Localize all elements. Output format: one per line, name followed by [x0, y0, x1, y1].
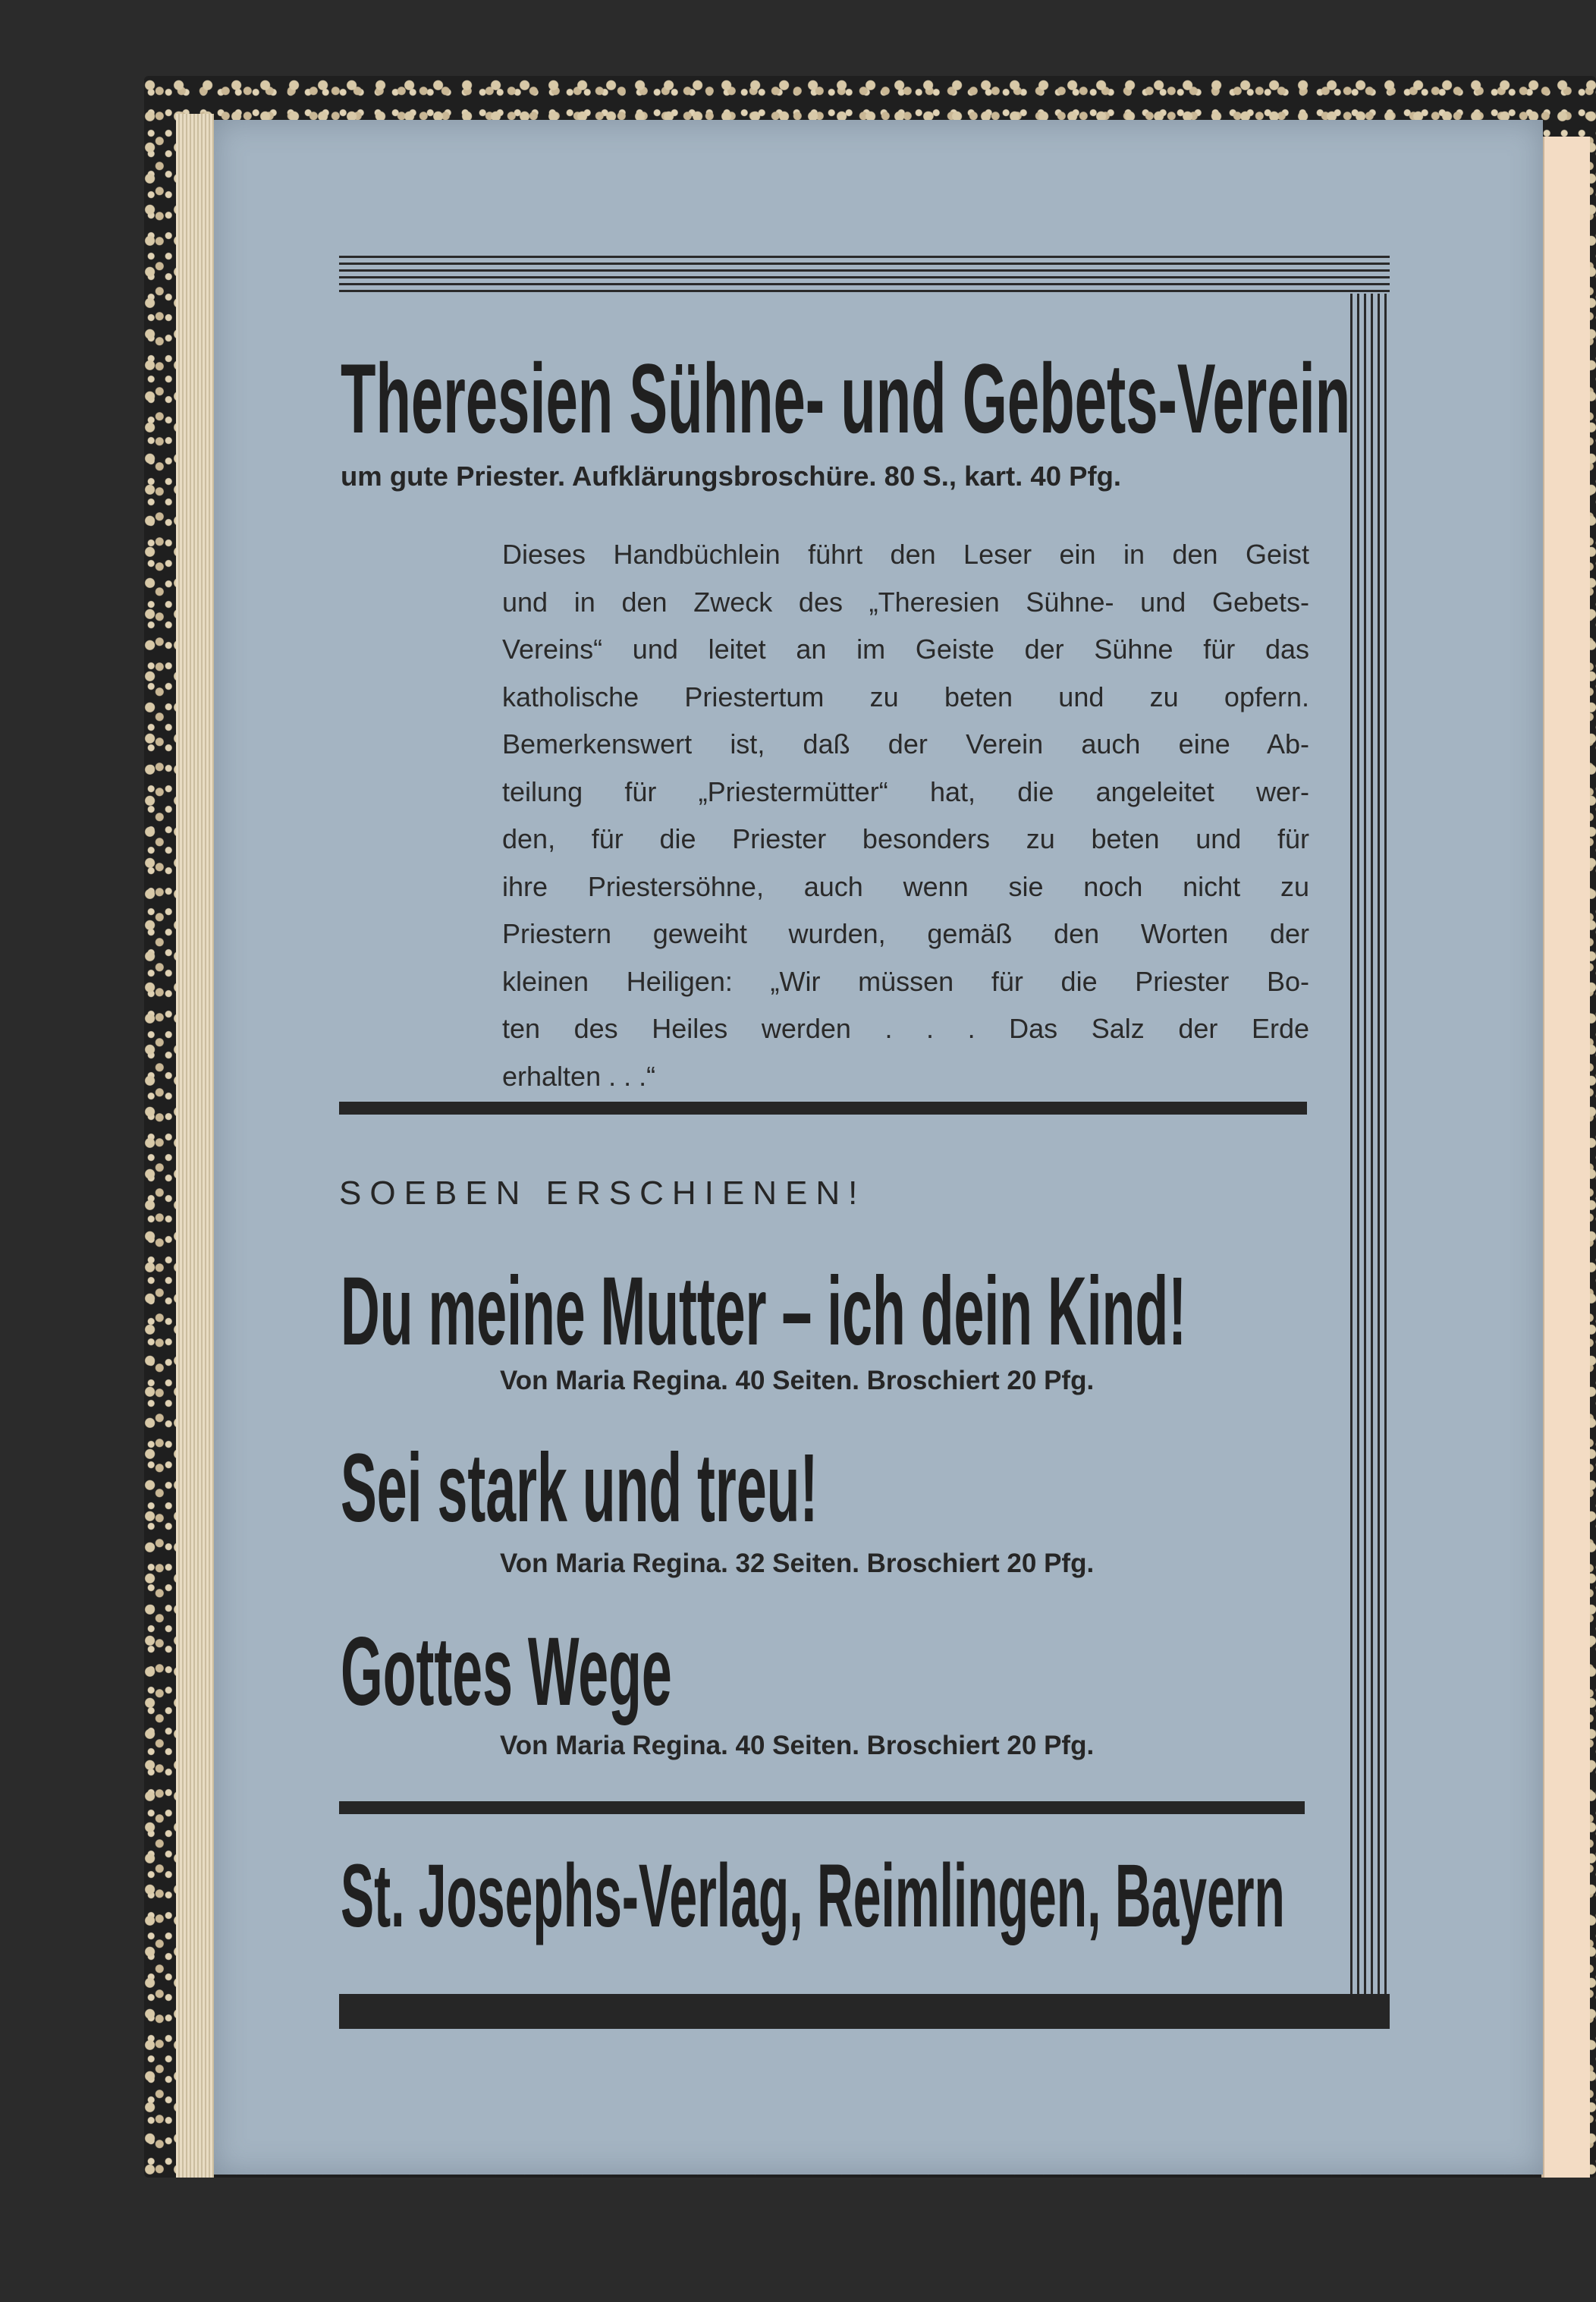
book-details-2: Von Maria Regina. 32 Seiten. Broschiert 20 Pfg. — [500, 1549, 1095, 1578]
facing-page-edge — [1541, 137, 1590, 2178]
theresien-description — [502, 531, 1309, 1100]
book-title-2: Sei stark und treu! — [341, 1434, 818, 1543]
bottom-bar — [339, 1994, 1390, 2029]
theresien-title: Theresien Sühne- und Gebets-Verein — [341, 343, 1351, 454]
book-details-1: Von Maria Regina. 40 Seiten. Broschiert 20 Pfg. — [500, 1366, 1095, 1395]
description-line: kleinen Heiligen: „Wir müssen für die Priester Bo- — [502, 965, 1309, 997]
top-decorative-rule — [339, 256, 1390, 294]
description-line: katholische Priestertum zu beten und zu opfern. — [502, 681, 1309, 712]
description-line: den, für die Priester besonders zu beten und für — [502, 823, 1309, 854]
new-releases-heading: SOEBEN ERSCHIENEN! — [339, 1175, 866, 1212]
description-line: ihre Priestersöhne, auch wenn sie noch nicht zu — [502, 870, 1309, 902]
description-line: Priestern geweiht wurden, gemäß den Worten der — [502, 918, 1309, 949]
section-divider — [339, 1801, 1305, 1814]
book-title-3: Gottes Wege — [341, 1618, 672, 1726]
side-decorative-rule — [1350, 294, 1390, 2025]
description-line: und in den Zweck des „Theresien Sühne- und Gebets- — [502, 586, 1309, 618]
description-line: Dieses Handbüchlein führt den Leser ein in den Geist — [502, 539, 1309, 570]
description-line: teilung für „Priestermütter“ hat, die angeleitet wer- — [502, 775, 1309, 807]
publisher-name: St. Josephs-Verlag, Reimlingen, Bayern — [341, 1846, 1285, 1946]
description-line: Bemerkenswert ist, daß der Verein auch eine Ab- — [502, 728, 1309, 759]
book-details-3: Von Maria Regina. 40 Seiten. Broschiert 20 Pfg. — [500, 1731, 1095, 1760]
description-line: ten des Heiles werden . . . Das Salz der Erde — [502, 1013, 1309, 1044]
book-title-1: Du meine Mutter – ich dein Kind! — [341, 1257, 1187, 1366]
description-line: Vereins“ und leitet an im Geiste der Sühne für das — [502, 634, 1309, 665]
theresien-subtitle: um gute Priester. Aufklärungsbroschüre. 80 S., kart. 40 Pfg. — [341, 461, 1122, 492]
page-edges — [176, 114, 214, 2178]
section-divider — [339, 1102, 1307, 1115]
description-line: erhalten . . .“ — [502, 1060, 656, 1092]
